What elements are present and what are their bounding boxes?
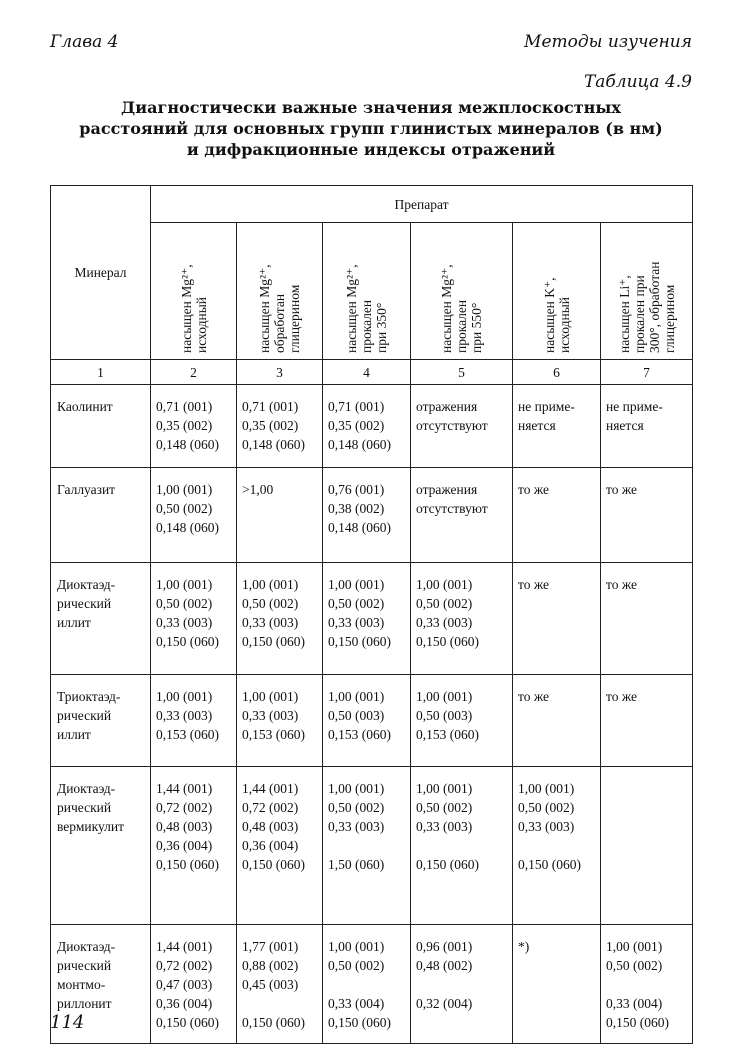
mineral-name-line: иллит [57, 615, 91, 630]
cell-value: 1,00 (001) [416, 781, 473, 796]
cell-value: то же [606, 689, 637, 704]
cell-value: 0,72 (002) [242, 800, 299, 815]
cell-value: 0,33 (003) [416, 615, 473, 630]
table-cell [151, 468, 237, 563]
column-header-line: при 550° [469, 302, 484, 353]
cell-value: 0,33 (003) [156, 708, 213, 723]
title-line: и дифракционные индексы отражений [186, 140, 556, 159]
cell-value: 0,33 (003) [416, 819, 473, 834]
table-row [51, 385, 693, 468]
cell-value: 0,150 (060) [328, 634, 391, 649]
cell-value: 0,50 (002) [328, 958, 385, 973]
table-cell [323, 925, 411, 1044]
mineral-name [51, 563, 151, 675]
mineral-header: Минерал [51, 186, 151, 360]
cell-value: 1,00 (001) [606, 939, 663, 954]
cell-value: 1,00 (001) [242, 577, 299, 592]
column-header-7 [601, 223, 693, 360]
column-header-line: исходный [556, 296, 572, 353]
table-cell [411, 563, 513, 675]
cell-value: 0,150 (060) [518, 857, 581, 872]
cell-value [416, 836, 512, 855]
table-cell [151, 925, 237, 1044]
cell-value: 0,150 (060) [242, 1015, 305, 1030]
mineral-name [51, 675, 151, 767]
mineral-name-line: вермикулит [57, 819, 124, 834]
cell-value: 1,77 (001) [242, 939, 299, 954]
cell-value: 1,00 (001) [156, 482, 213, 497]
cell-value: 1,44 (001) [242, 781, 299, 796]
column-header-2 [151, 223, 237, 360]
cell-value: 0,153 (060) [328, 727, 391, 742]
cell-value: то же [518, 577, 549, 592]
cell-value: 0,50 (003) [416, 708, 473, 723]
cell-value: то же [518, 689, 549, 704]
cell-value [328, 975, 410, 994]
table-cell [411, 468, 513, 563]
table-cell [513, 385, 601, 468]
cell-value: 0,50 (002) [518, 800, 575, 815]
cell-value: 0,32 (004) [416, 996, 473, 1011]
table-cell [411, 675, 513, 767]
cell-value: 0,150 (060) [242, 857, 305, 872]
table-cell [237, 468, 323, 563]
cell-value: 0,33 (003) [242, 615, 299, 630]
cell-value: няется [606, 418, 644, 433]
table-cell [513, 675, 601, 767]
cell-value [606, 975, 692, 994]
table-cell [323, 675, 411, 767]
table-cell [601, 767, 693, 925]
page-number: 114 [50, 1012, 85, 1033]
table-cell [237, 563, 323, 675]
cell-value: 0,38 (002) [328, 501, 385, 516]
table-cell [151, 385, 237, 468]
cell-value: 0,50 (002) [242, 596, 299, 611]
mineral-name-line: Диоктаэд- [57, 939, 116, 954]
cell-value: 0,45 (003) [242, 977, 299, 992]
column-header-line: глицерином [661, 284, 677, 353]
column-header-line: обработан [272, 293, 287, 353]
cell-value: 1,44 (001) [156, 939, 213, 954]
mineral-name-line: Галлуазит [57, 482, 116, 497]
cell-value: 0,33 (003) [156, 615, 213, 630]
cell-value: отсутствуют [416, 418, 488, 433]
cell-value: 0,71 (001) [328, 399, 385, 414]
cell-value: 0,50 (002) [156, 501, 213, 516]
column-number: 1 [51, 360, 151, 385]
table-row [51, 767, 693, 925]
column-header-line: глицерином [287, 284, 302, 353]
cell-value: отражения [416, 482, 478, 497]
preparation-header: Препарат [151, 186, 693, 223]
mineral-name [51, 767, 151, 925]
mineral-name-line: рический [57, 800, 112, 815]
cell-value: 0,50 (002) [416, 596, 473, 611]
chapter-header: Глава 4 [50, 32, 119, 52]
cell-value: 0,36 (004) [242, 838, 299, 853]
column-header-line: прокален [454, 299, 469, 353]
cell-value [328, 836, 410, 855]
cell-value: 0,47 (003) [156, 977, 213, 992]
section-header: Методы изучения [524, 32, 692, 52]
title-line: Диагностически важные значения межплоскостных [121, 98, 621, 117]
cell-value: 0,148 (060) [242, 437, 305, 452]
table-number: Таблица 4.9 [583, 72, 692, 92]
cell-value: 1,00 (001) [416, 577, 473, 592]
cell-value [242, 994, 322, 1013]
cell-value: 0,150 (060) [606, 1015, 669, 1030]
cell-value: 0,148 (060) [156, 437, 219, 452]
cell-value: 0,150 (060) [156, 634, 219, 649]
column-number: 2 [151, 360, 237, 385]
cell-value: 0,50 (002) [606, 958, 663, 973]
mineral-name-line: Триоктаэд- [57, 689, 121, 704]
column-number: 5 [411, 360, 513, 385]
cell-value: не приме- [606, 399, 663, 414]
table-cell [151, 767, 237, 925]
column-header-3 [237, 223, 323, 360]
cell-value: отражения [416, 399, 478, 414]
cell-value: 0,50 (003) [328, 708, 385, 723]
cell-value: 0,35 (002) [328, 418, 385, 433]
cell-value: 0,35 (002) [242, 418, 299, 433]
cell-value: 0,153 (060) [156, 727, 219, 742]
mineral-name-line: Диоктаэд- [57, 577, 116, 592]
cell-value: няется [518, 418, 556, 433]
mineral-name [51, 385, 151, 468]
cell-value: то же [606, 577, 637, 592]
table-cell [151, 675, 237, 767]
cell-value: 0,33 (003) [518, 819, 575, 834]
cell-value: 0,48 (003) [242, 819, 299, 834]
column-header-line: насыщен K⁺, [541, 277, 557, 353]
column-header-line: насыщен Mg²⁺, [178, 264, 194, 353]
column-header-6 [513, 223, 601, 360]
cell-value: 0,33 (004) [606, 996, 663, 1011]
table-row [51, 563, 693, 675]
cell-value: 1,00 (001) [156, 689, 213, 704]
cell-value: 0,148 (060) [328, 520, 391, 535]
table-cell [151, 563, 237, 675]
cell-value: 0,150 (060) [242, 634, 305, 649]
cell-value: 0,148 (060) [156, 520, 219, 535]
cell-value: 0,50 (002) [328, 800, 385, 815]
column-header-line: насыщен Mg²⁺, [439, 264, 454, 353]
table-cell [513, 925, 601, 1044]
table-cell [323, 563, 411, 675]
cell-value: 0,48 (003) [156, 819, 213, 834]
mineral-name-line: Диоктаэд- [57, 781, 116, 796]
cell-value: 0,150 (060) [416, 857, 479, 872]
cell-value: >1,00 [242, 482, 274, 497]
cell-value: 0,150 (060) [156, 1015, 219, 1030]
table-cell [601, 675, 693, 767]
cell-value: 0,153 (060) [242, 727, 305, 742]
cell-value: 0,71 (001) [156, 399, 213, 414]
cell-value: 0,96 (001) [416, 939, 473, 954]
table-row [51, 468, 693, 563]
table-cell [237, 767, 323, 925]
column-number: 6 [513, 360, 601, 385]
cell-value [518, 836, 600, 855]
cell-value: 1,00 (001) [518, 781, 575, 796]
cell-value: 1,00 (001) [328, 781, 385, 796]
table-cell [237, 675, 323, 767]
cell-value: 0,71 (001) [242, 399, 299, 414]
cell-value: 1,00 (001) [328, 577, 385, 592]
cell-value: 0,33 (003) [328, 615, 385, 630]
cell-value: отсутствуют [416, 501, 488, 516]
cell-value: 0,33 (004) [328, 996, 385, 1011]
table-cell [323, 385, 411, 468]
table-cell [237, 925, 323, 1044]
column-header-4 [323, 223, 411, 360]
data-table [50, 185, 693, 1044]
cell-value: 1,00 (001) [328, 689, 385, 704]
mineral-name-line: риллонит [57, 996, 112, 1011]
table-cell [513, 563, 601, 675]
cell-value: 0,150 (060) [156, 857, 219, 872]
mineral-name [51, 468, 151, 563]
table-cell [411, 385, 513, 468]
cell-value: 1,50 (060) [328, 857, 385, 872]
column-number: 3 [237, 360, 323, 385]
cell-value: 0,35 (002) [156, 418, 213, 433]
cell-value: 0,72 (002) [156, 958, 213, 973]
table-cell [411, 767, 513, 925]
cell-value: 0,36 (004) [156, 996, 213, 1011]
table-row [51, 675, 693, 767]
table-row [51, 925, 693, 1044]
cell-value: 1,00 (001) [416, 689, 473, 704]
column-header-line: 300°, обработан [646, 261, 662, 353]
cell-value: 1,00 (001) [156, 577, 213, 592]
table-cell [601, 385, 693, 468]
cell-value: 1,00 (001) [242, 689, 299, 704]
cell-value [416, 975, 512, 994]
column-header-line: при 350° [374, 302, 389, 353]
table-cell [513, 468, 601, 563]
cell-value: 0,72 (002) [156, 800, 213, 815]
cell-value: 0,150 (060) [416, 634, 479, 649]
mineral-name-line: Каолинит [57, 399, 113, 414]
cell-value: 0,50 (002) [156, 596, 213, 611]
cell-value: 0,76 (001) [328, 482, 385, 497]
column-number: 4 [323, 360, 411, 385]
table-cell [513, 767, 601, 925]
table-cell [237, 385, 323, 468]
column-header-line: исходный [193, 296, 209, 353]
cell-value: 0,33 (003) [242, 708, 299, 723]
column-header-line: насыщен Mg²⁺, [257, 264, 272, 353]
table-cell [323, 767, 411, 925]
column-header-5 [411, 223, 513, 360]
column-header-line: прокален при [631, 275, 647, 353]
column-header-line: насыщен Li⁺, [616, 275, 632, 353]
mineral-name-line: рический [57, 596, 112, 611]
table-cell [411, 925, 513, 1044]
cell-value: *) [518, 939, 530, 954]
column-number: 7 [601, 360, 693, 385]
cell-value: 0,50 (002) [416, 800, 473, 815]
cell-value: то же [606, 482, 637, 497]
table-cell [601, 563, 693, 675]
table-cell [601, 925, 693, 1044]
cell-value: 1,44 (001) [156, 781, 213, 796]
cell-value: 0,36 (004) [156, 838, 213, 853]
cell-value: 0,33 (003) [328, 819, 385, 834]
table-title [50, 97, 692, 160]
table-cell [601, 468, 693, 563]
table-cell [323, 468, 411, 563]
cell-value: то же [518, 482, 549, 497]
mineral-name-line: рический [57, 958, 112, 973]
mineral-name-line: монтмо- [57, 977, 106, 992]
mineral-name-line: иллит [57, 727, 91, 742]
cell-value: 0,88 (002) [242, 958, 299, 973]
column-header-line: прокален [359, 299, 374, 353]
mineral-name-line: рический [57, 708, 112, 723]
cell-value: 1,00 (001) [328, 939, 385, 954]
column-header-line: насыщен Mg²⁺, [344, 264, 359, 353]
cell-value: 0,153 (060) [416, 727, 479, 742]
cell-value: не приме- [518, 399, 575, 414]
cell-value: 0,150 (060) [328, 1015, 391, 1030]
cell-value: 0,148 (060) [328, 437, 391, 452]
cell-value: 0,48 (002) [416, 958, 473, 973]
cell-value: 0,50 (002) [328, 596, 385, 611]
title-line: расстояний для основных групп глинистых минералов (в нм) [79, 119, 663, 138]
